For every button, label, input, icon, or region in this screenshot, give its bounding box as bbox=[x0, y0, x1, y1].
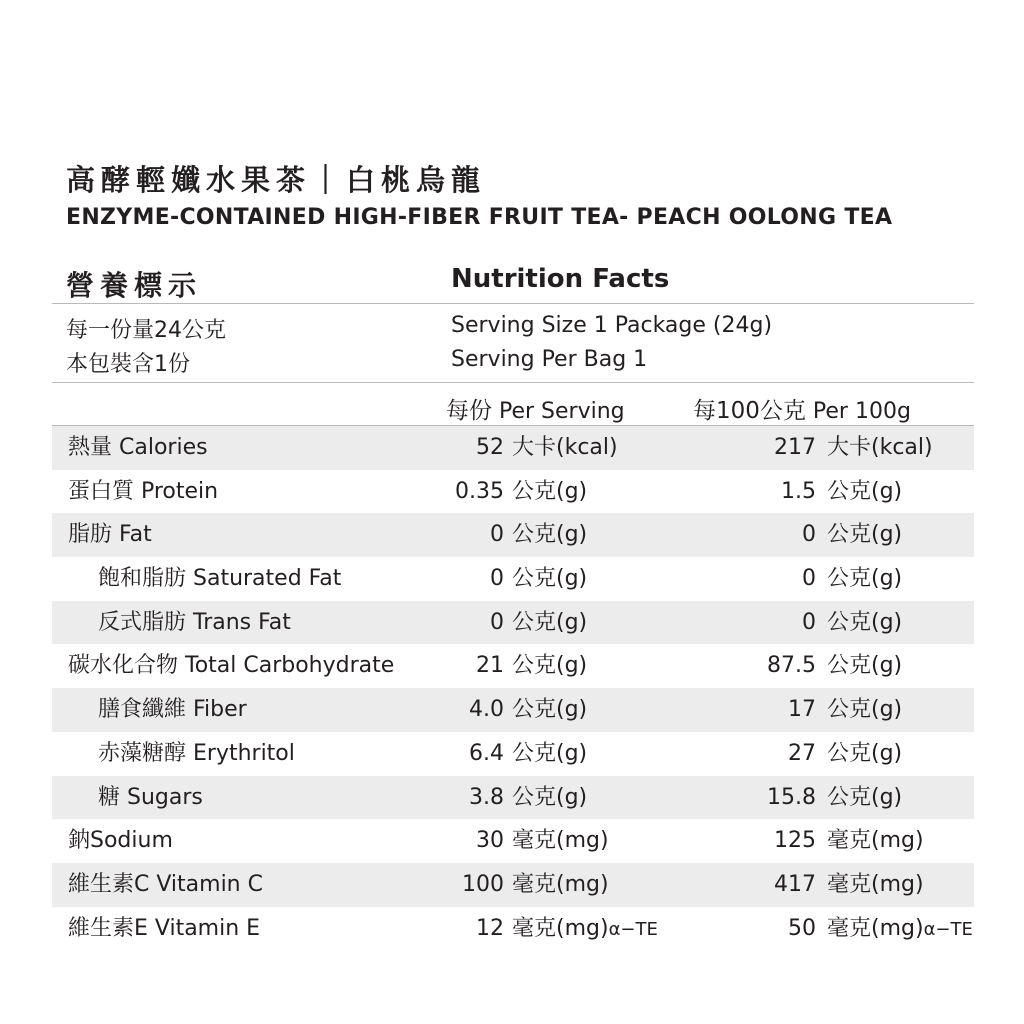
per-serving-unit bbox=[512, 907, 658, 952]
product-title-zh: 高酵輕孅水果茶｜白桃烏龍 bbox=[66, 163, 487, 197]
per-100g-unit: 公克(g) bbox=[827, 740, 903, 766]
column-header-per-serving-en: Per Serving bbox=[499, 399, 625, 424]
per-serving-unit-main: 毫克(mg) bbox=[512, 915, 609, 941]
per-serving-unit: 公克(g) bbox=[512, 697, 588, 723]
column-header-per-100g-en: Per 100g bbox=[812, 399, 911, 424]
nutrient-name: 糖 Sugars bbox=[98, 784, 203, 810]
per-serving-value: 0.35 bbox=[455, 478, 504, 504]
per-serving-value: 52 bbox=[476, 435, 504, 460]
nutrient-row-sodium bbox=[52, 819, 974, 863]
per-100g-unit: 公克(g) bbox=[827, 784, 903, 810]
divider bbox=[52, 303, 974, 304]
per-100g-value: 50 bbox=[788, 915, 816, 941]
per-serving-unit: 公克(g) bbox=[512, 478, 588, 504]
column-header-per-serving-zh: 每份 bbox=[446, 398, 492, 424]
nutrition-heading-en: Nutrition Facts bbox=[451, 264, 670, 294]
column-header-per-100g-zh: 每100公克 bbox=[693, 398, 806, 424]
per-100g-value: 15.8 bbox=[767, 784, 816, 810]
per-100g-value: 0 bbox=[802, 566, 816, 592]
serving-size-en: Serving Size 1 Package (24g) bbox=[451, 313, 773, 338]
per-100g-unit: 毫克(mg) bbox=[827, 828, 924, 854]
per-100g-unit: 公克(g) bbox=[827, 478, 903, 504]
per-100g-unit: 公克(g) bbox=[827, 609, 903, 635]
per-serving-unit: 公克(g) bbox=[512, 653, 588, 679]
nutrient-row-vitamin-e bbox=[52, 907, 974, 951]
per-100g-unit-suffix: α−TE bbox=[923, 918, 973, 940]
per-serving-value: 3.8 bbox=[469, 784, 504, 810]
per-serving-unit: 公克(g) bbox=[512, 566, 588, 592]
nutrient-name: 蛋白質 Protein bbox=[68, 478, 219, 504]
per-serving-value: 0 bbox=[490, 609, 504, 635]
nutrient-row-sugars bbox=[52, 776, 974, 820]
per-100g-unit-main: 毫克(mg) bbox=[827, 915, 924, 941]
per-100g-unit: 大卡(kcal) bbox=[827, 435, 933, 460]
per-serving-unit: 公克(g) bbox=[512, 740, 588, 766]
per-100g-value: 17 bbox=[788, 697, 816, 723]
serving-size-zh: 每一份量24公克 bbox=[66, 318, 226, 343]
per-serving-value: 30 bbox=[476, 828, 504, 854]
nutrient-name: 膳食纖維 Fiber bbox=[98, 697, 247, 723]
nutrient-row-vitamin-c bbox=[52, 863, 974, 907]
per-serving-value: 21 bbox=[476, 653, 504, 679]
per-serving-unit: 公克(g) bbox=[512, 522, 588, 548]
per-serving-unit: 毫克(mg) bbox=[512, 871, 609, 897]
per-100g-unit: 毫克(mg) bbox=[827, 871, 924, 897]
per-serving-value: 0 bbox=[490, 522, 504, 548]
per-serving-unit: 公克(g) bbox=[512, 784, 588, 810]
per-100g-unit: 公克(g) bbox=[827, 522, 903, 548]
per-100g-value: 417 bbox=[774, 871, 816, 897]
per-100g-value: 1.5 bbox=[781, 478, 816, 504]
per-100g-unit bbox=[827, 907, 973, 952]
per-100g-value: 87.5 bbox=[767, 653, 816, 679]
per-serving-value: 4.0 bbox=[469, 697, 504, 723]
divider bbox=[52, 382, 974, 383]
nutrient-name: 鈉Sodium bbox=[68, 828, 173, 854]
per-serving-unit-suffix: α−TE bbox=[608, 918, 658, 940]
nutrient-row-protein bbox=[52, 470, 974, 514]
product-title-en: ENZYME-CONTAINED HIGH-FIBER FRUIT TEA- PEACH OOLONG TEA bbox=[66, 205, 893, 230]
per-100g-unit: 公克(g) bbox=[827, 566, 903, 592]
per-100g-value: 27 bbox=[788, 740, 816, 766]
nutrient-name: 碳水化合物 Total Carbohydrate bbox=[68, 653, 395, 679]
nutrient-row-fiber bbox=[52, 688, 974, 732]
per-serving-unit: 毫克(mg) bbox=[512, 828, 609, 854]
nutrient-name: 飽和脂肪 Saturated Fat bbox=[98, 566, 342, 592]
per-100g-value: 125 bbox=[774, 828, 816, 854]
nutrient-row-calories bbox=[52, 426, 974, 470]
per-100g-unit: 公克(g) bbox=[827, 653, 903, 679]
nutrient-row-fat bbox=[52, 513, 974, 557]
per-100g-value: 0 bbox=[802, 522, 816, 548]
per-100g-value: 0 bbox=[802, 609, 816, 635]
nutrient-row-saturated-fat bbox=[52, 557, 974, 601]
nutrient-name: 熱量 Calories bbox=[68, 435, 208, 460]
nutrient-name: 維生素E Vitamin E bbox=[68, 915, 261, 941]
nutrient-table bbox=[52, 426, 974, 950]
per-100g-value: 217 bbox=[774, 435, 816, 460]
column-header-per-100g bbox=[693, 392, 911, 425]
per-serving-unit: 大卡(kcal) bbox=[512, 435, 618, 460]
per-serving-value: 12 bbox=[476, 915, 504, 941]
servings-per-bag-en: Serving Per Bag 1 bbox=[451, 347, 648, 372]
per-serving-unit: 公克(g) bbox=[512, 609, 588, 635]
nutrient-name: 維生素C Vitamin C bbox=[68, 871, 263, 897]
nutrient-row-erythritol bbox=[52, 732, 974, 776]
column-header-per-serving bbox=[446, 392, 625, 425]
per-serving-value: 100 bbox=[462, 871, 504, 897]
servings-per-pack-zh: 本包裝含1份 bbox=[66, 352, 190, 377]
per-100g-unit: 公克(g) bbox=[827, 697, 903, 723]
nutrient-row-carbohydrate bbox=[52, 644, 974, 688]
per-serving-value: 0 bbox=[490, 566, 504, 592]
per-serving-value: 6.4 bbox=[469, 740, 504, 766]
nutrient-name: 反式脂肪 Trans Fat bbox=[98, 609, 291, 635]
nutrition-heading-zh: 營養標示 bbox=[66, 269, 203, 302]
nutrient-name: 赤藻糖醇 Erythritol bbox=[98, 740, 295, 766]
nutrient-row-trans-fat bbox=[52, 601, 974, 645]
nutrient-name: 脂肪 Fat bbox=[68, 522, 152, 548]
